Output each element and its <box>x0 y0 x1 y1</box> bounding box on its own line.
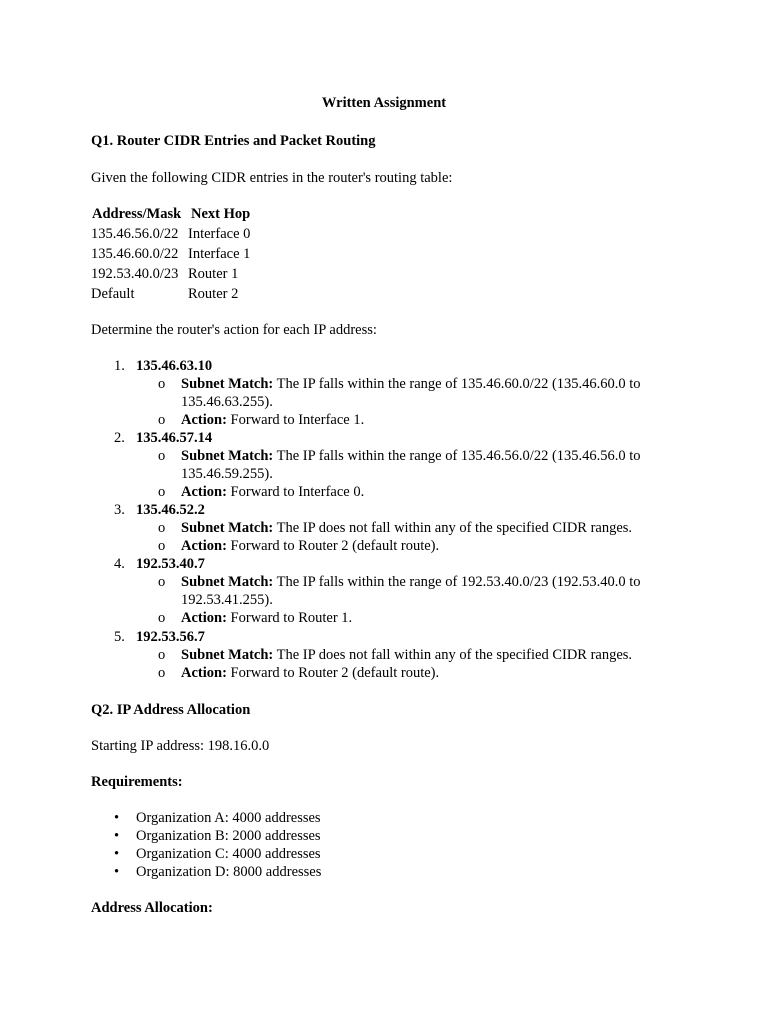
action-line <box>181 664 439 682</box>
action-line <box>181 609 352 627</box>
subnet-match-label: Subnet Match: <box>181 520 274 536</box>
action-line <box>181 411 364 429</box>
action-label: Action: <box>181 538 227 554</box>
table-cell: 135.46.56.0/22 <box>91 226 179 242</box>
action-text: Forward to Interface 0. <box>230 484 365 500</box>
subnet-match-line <box>181 573 641 591</box>
requirement-item: Organization A: 4000 addresses <box>136 810 321 826</box>
sub-bullet: o <box>158 484 166 500</box>
subnet-match-label: Subnet Match: <box>181 448 274 464</box>
sub-bullet: o <box>158 610 166 626</box>
subnet-match-text-cont: 135.46.63.255). <box>181 394 273 410</box>
requirements-heading: Requirements: <box>91 774 183 790</box>
subnet-match-text: The IP falls within the range of 135.46.60.0/22 (135.46.60.0 to <box>276 376 641 392</box>
action-text: Forward to Router 2 (default route). <box>230 665 440 681</box>
sub-bullet: o <box>158 376 166 392</box>
bullet: • <box>114 846 120 862</box>
action-line <box>181 483 364 501</box>
table-cell: Default <box>91 286 135 302</box>
table-cell: Interface 0 <box>188 226 251 242</box>
q2-heading: Q2. IP Address Allocation <box>91 702 251 718</box>
subnet-match-text-cont: 192.53.41.255). <box>181 592 273 608</box>
list-number: 4. <box>114 556 125 572</box>
ip-address: 135.46.63.10 <box>136 358 213 374</box>
list-number: 3. <box>114 502 125 518</box>
sub-bullet: o <box>158 665 166 681</box>
list-number: 5. <box>114 629 125 645</box>
bullet: • <box>114 864 120 880</box>
requirement-item: Organization D: 8000 addresses <box>136 864 322 880</box>
ip-address: 135.46.57.14 <box>136 430 213 446</box>
action-label: Action: <box>181 412 227 428</box>
q2-starting-ip: Starting IP address: 198.16.0.0 <box>91 738 270 754</box>
table-cell: Interface 1 <box>188 246 251 262</box>
bullet: • <box>114 810 120 826</box>
subnet-match-label: Subnet Match: <box>181 574 274 590</box>
subnet-match-line <box>181 375 641 393</box>
sub-bullet: o <box>158 538 166 554</box>
subnet-match-text: The IP does not fall within any of the specified CIDR ranges. <box>276 520 633 536</box>
q1-heading: Q1. Router CIDR Entries and Packet Routing <box>91 133 376 149</box>
requirement-item: Organization C: 4000 addresses <box>136 846 321 862</box>
table-cell: 135.46.60.0/22 <box>91 246 179 262</box>
action-label: Action: <box>181 665 227 681</box>
ip-address: 135.46.52.2 <box>136 502 205 518</box>
requirement-item: Organization B: 2000 addresses <box>136 828 321 844</box>
subnet-match-label: Subnet Match: <box>181 376 274 392</box>
q1-intro: Given the following CIDR entries in the router's routing table: <box>91 170 453 186</box>
ip-address: 192.53.40.7 <box>136 556 205 572</box>
list-number: 1. <box>114 358 125 374</box>
address-allocation-heading: Address Allocation: <box>91 900 213 916</box>
subnet-match-label: Subnet Match: <box>181 647 274 663</box>
action-label: Action: <box>181 484 227 500</box>
table-cell: Router 2 <box>188 286 239 302</box>
subnet-match-text-cont: 135.46.59.255). <box>181 466 273 482</box>
subnet-match-line <box>181 519 632 537</box>
table-cell: Router 1 <box>188 266 239 282</box>
sub-bullet: o <box>158 647 166 663</box>
action-text: Forward to Interface 1. <box>230 412 365 428</box>
ip-address: 192.53.56.7 <box>136 629 205 645</box>
sub-bullet: o <box>158 412 166 428</box>
subnet-match-line <box>181 447 641 465</box>
sub-bullet: o <box>158 448 166 464</box>
action-text: Forward to Router 1. <box>230 610 353 626</box>
sub-bullet: o <box>158 574 166 590</box>
action-text: Forward to Router 2 (default route). <box>230 538 440 554</box>
table-cell: 192.53.40.0/23 <box>91 266 179 282</box>
q1-prompt: Determine the router's action for each IP address: <box>91 322 377 338</box>
document-title: Written Assignment <box>321 95 447 111</box>
sub-bullet: o <box>158 520 166 536</box>
list-number: 2. <box>114 430 125 446</box>
table-header-next-hop: Next Hop <box>191 206 251 222</box>
bullet: • <box>114 828 120 844</box>
table-header-address: Address/Mask <box>92 206 182 222</box>
subnet-match-text: The IP falls within the range of 192.53.40.0/23 (192.53.40.0 to <box>276 574 641 590</box>
subnet-match-text: The IP falls within the range of 135.46.56.0/22 (135.46.56.0 to <box>276 448 641 464</box>
action-line <box>181 537 439 555</box>
action-label: Action: <box>181 610 227 626</box>
subnet-match-text: The IP does not fall within any of the specified CIDR ranges. <box>276 647 633 663</box>
subnet-match-line <box>181 646 632 664</box>
